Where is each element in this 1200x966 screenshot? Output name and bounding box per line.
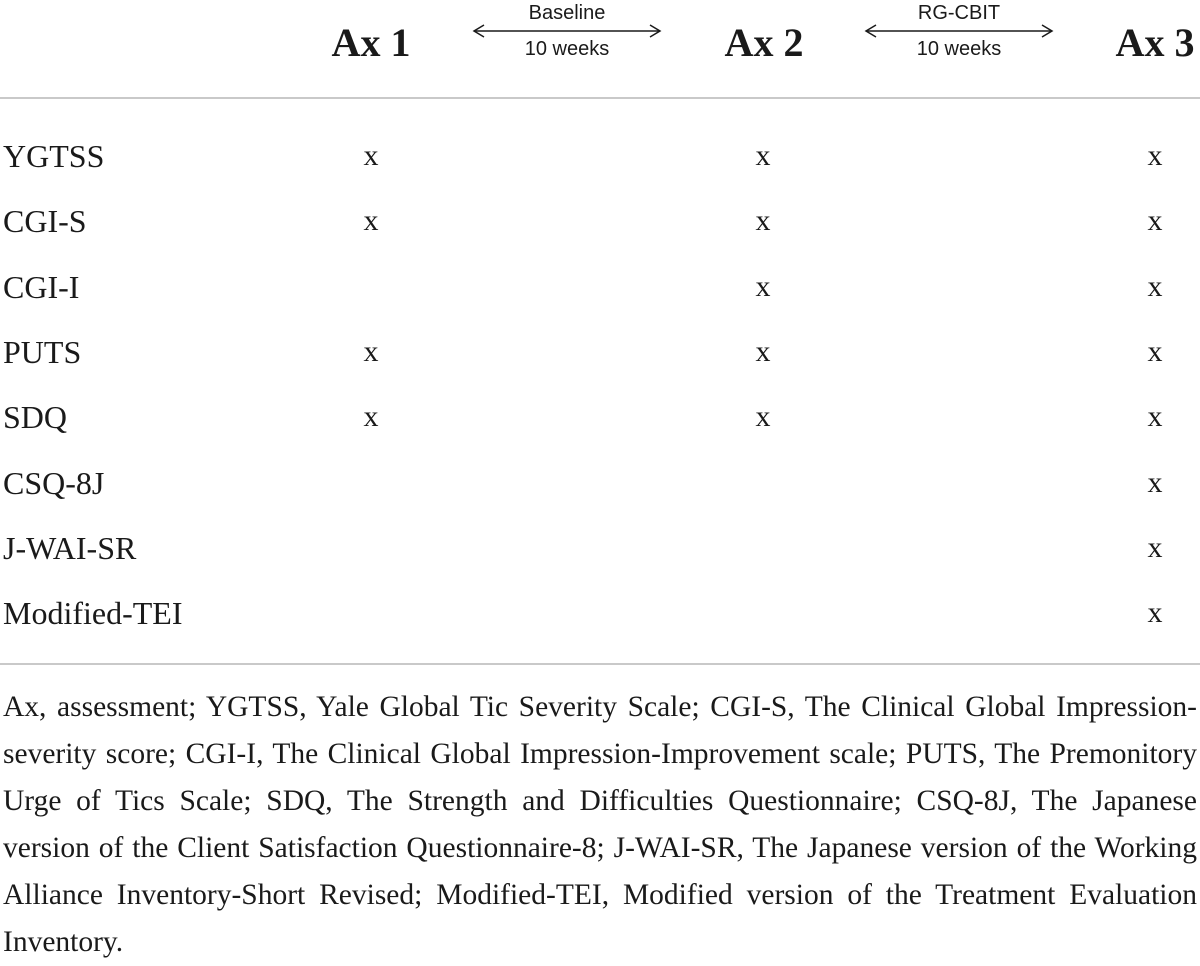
table-row: [0, 330, 1200, 374]
cell-mark: x: [1147, 270, 1163, 303]
row-label-csq-8j: CSQ-8J: [3, 465, 105, 501]
period-baseline: [472, 0, 662, 70]
cell-mark: x: [363, 400, 379, 433]
row-label-ygtss: YGTSS: [3, 138, 105, 174]
cell-mark: x: [755, 335, 771, 368]
double-arrow-icon: [472, 24, 662, 38]
table-row: [0, 461, 1200, 505]
table-top-rule: [0, 97, 1200, 99]
table-header: [0, 0, 1200, 98]
cell-mark: x: [363, 139, 379, 172]
row-label-cgi-i: CGI-I: [3, 269, 80, 305]
double-arrow-icon: [864, 24, 1054, 38]
period-rgcbit: [864, 0, 1054, 70]
row-label-j-wai-sr: J-WAI-SR: [3, 530, 137, 566]
cell-mark: x: [363, 204, 379, 237]
column-header-ax1: Ax 1: [331, 20, 411, 65]
cell-mark: x: [363, 335, 379, 368]
table-row: [0, 265, 1200, 309]
table-bottom-rule: [0, 663, 1200, 665]
row-label-cgi-s: CGI-S: [3, 203, 87, 239]
period-rgcbit-label: RG-CBIT: [917, 2, 1001, 24]
table-row: [0, 526, 1200, 570]
table-row: [0, 395, 1200, 439]
period-rgcbit-duration: 10 weeks: [916, 38, 1002, 60]
row-label-sdq: SDQ: [3, 399, 68, 435]
cell-mark: x: [755, 270, 771, 303]
row-label-modified-tei: Modified-TEI: [3, 595, 183, 631]
period-baseline-duration: 10 weeks: [524, 38, 610, 60]
table-row: [0, 199, 1200, 243]
cell-mark: x: [755, 204, 771, 237]
cell-mark: x: [1147, 400, 1163, 433]
cell-mark: x: [1147, 139, 1163, 172]
column-header-ax3: Ax 3: [1115, 20, 1195, 65]
column-header-ax2: Ax 2: [724, 20, 804, 65]
cell-mark: x: [1147, 204, 1163, 237]
cell-mark: x: [1147, 466, 1163, 499]
cell-mark: x: [755, 400, 771, 433]
period-baseline-label: Baseline: [528, 2, 606, 24]
table-row: [0, 591, 1200, 635]
cell-mark: x: [755, 139, 771, 172]
cell-mark: x: [1147, 531, 1163, 564]
cell-mark: x: [1147, 596, 1163, 629]
table-row: [0, 134, 1200, 178]
cell-mark: x: [1147, 335, 1163, 368]
table-footnote: Ax, assessment; YGTSS, Yale Global Tic Severity Scale; CGI-S, The Clinical Global Impression-severity score; CGI-I, The Clinical Global Impression-Improvement scale; PUTS, The Premonitory Urge of Tics Scale; SDQ, The Strength and Difficulties Questionnaire; CSQ-8J, The Japanese version of the Client Satisfaction Questionnaire-8; J-WAI-SR, The Japanese version of the Working Alliance Inventory-Short Revised; Modified-TEI, Modified version of the Treatment Evaluation Inventory.: [3, 691, 1197, 958]
row-label-puts: PUTS: [3, 334, 82, 370]
